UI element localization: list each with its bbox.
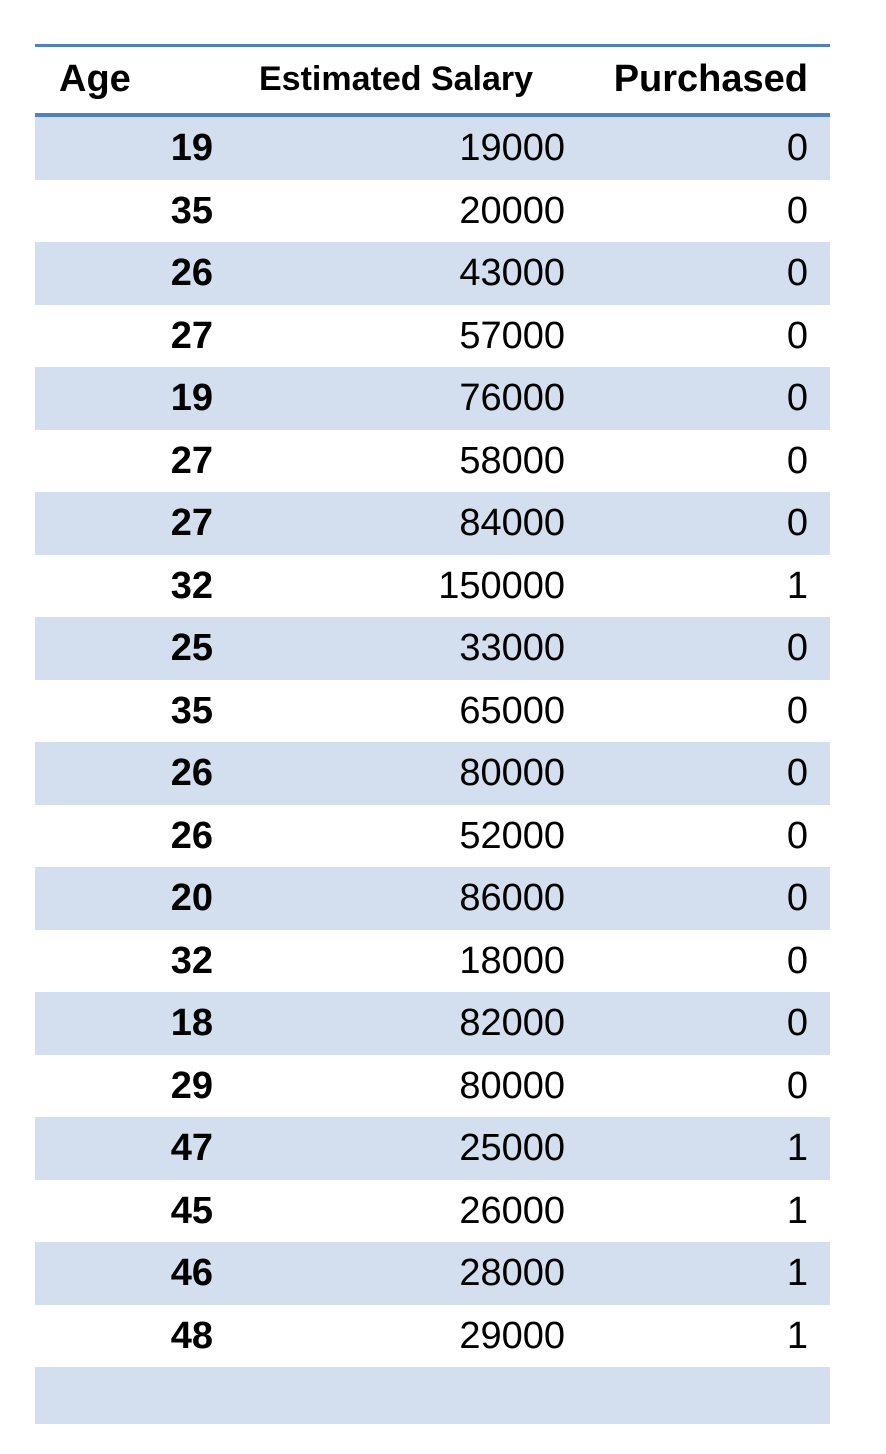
cell-estimated-salary: 25000: [459, 1127, 565, 1169]
header-estimated-salary: Estimated Salary: [259, 60, 534, 98]
table-row: [35, 242, 830, 305]
cell-purchased: 0: [786, 752, 808, 794]
cell-estimated-salary: 58000: [459, 439, 565, 482]
cell-age: 32: [170, 564, 213, 607]
table-body: [35, 117, 830, 1367]
cell-estimated-salary: 33000: [459, 627, 565, 669]
table-row: [35, 617, 830, 680]
cell-estimated-salary: 150000: [438, 564, 565, 607]
cell-purchased: 1: [786, 1314, 808, 1357]
cell-purchased: 1: [786, 1127, 808, 1169]
table-row: [35, 305, 830, 368]
cell-estimated-salary: 19000: [459, 127, 565, 169]
cell-age: 48: [170, 1314, 213, 1357]
cell-age: 27: [170, 314, 213, 357]
cell-estimated-salary: 52000: [459, 814, 565, 857]
cell-age: 29: [170, 1064, 213, 1107]
table-row: [35, 805, 830, 868]
cell-age: 26: [170, 752, 213, 794]
table-row: [35, 1180, 830, 1243]
cell-age: 35: [170, 189, 213, 232]
cell-age: 26: [170, 252, 213, 294]
cell-estimated-salary: 65000: [459, 689, 565, 732]
table-row: [35, 430, 830, 493]
table-row: [35, 492, 830, 555]
data-table: [35, 44, 830, 1424]
table-row: [35, 867, 830, 930]
cell-estimated-salary: 43000: [459, 252, 565, 294]
table-row: [35, 1305, 830, 1368]
cell-age: 25: [170, 627, 213, 669]
cell-estimated-salary: 82000: [459, 1002, 565, 1044]
cell-purchased: 0: [786, 939, 808, 982]
cell-purchased: 0: [786, 252, 808, 294]
cell-purchased: 0: [786, 689, 808, 732]
cell-purchased: 0: [786, 877, 808, 919]
cell-estimated-salary: 86000: [459, 877, 565, 919]
cell-estimated-salary: 29000: [459, 1314, 565, 1357]
cell-age: 32: [170, 939, 213, 982]
table-row: [35, 742, 830, 805]
table-row: [35, 555, 830, 618]
header-purchased: Purchased: [613, 58, 808, 100]
table-row: [35, 1242, 830, 1305]
cell-age: 27: [170, 502, 213, 544]
table-row: [35, 680, 830, 743]
table-row: [35, 930, 830, 993]
table-row: [35, 180, 830, 243]
cell-estimated-salary: 80000: [459, 752, 565, 794]
table-row: [35, 117, 830, 180]
cell-purchased: 0: [786, 502, 808, 544]
cell-age: 26: [170, 814, 213, 857]
table-empty-row: [35, 1367, 830, 1424]
cell-age: 46: [170, 1252, 213, 1294]
cell-purchased: 0: [786, 814, 808, 857]
table-row: [35, 1117, 830, 1180]
cell-age: 19: [170, 377, 213, 419]
cell-age: 19: [170, 127, 213, 169]
cell-estimated-salary: 26000: [459, 1189, 565, 1232]
table-header-row: [35, 47, 830, 117]
cell-estimated-salary: 76000: [459, 377, 565, 419]
cell-estimated-salary: 84000: [459, 502, 565, 544]
cell-purchased: 0: [786, 439, 808, 482]
table-row: [35, 1055, 830, 1118]
cell-purchased: 1: [786, 1252, 808, 1294]
cell-purchased: 0: [786, 377, 808, 419]
cell-age: 20: [170, 877, 213, 919]
cell-estimated-salary: 28000: [459, 1252, 565, 1294]
cell-estimated-salary: 20000: [459, 189, 565, 232]
cell-purchased: 0: [786, 127, 808, 169]
cell-estimated-salary: 57000: [459, 314, 565, 357]
cell-age: 47: [170, 1127, 213, 1169]
cell-age: 35: [170, 689, 213, 732]
cell-purchased: 0: [786, 1002, 808, 1044]
cell-purchased: 0: [786, 1064, 808, 1107]
cell-purchased: 0: [786, 189, 808, 232]
cell-age: 45: [170, 1189, 213, 1232]
cell-purchased: 1: [786, 1189, 808, 1232]
cell-purchased: 0: [786, 627, 808, 669]
table-row: [35, 992, 830, 1055]
cell-estimated-salary: 80000: [459, 1064, 565, 1107]
cell-age: 27: [170, 439, 213, 482]
cell-purchased: 0: [786, 314, 808, 357]
header-age: Age: [59, 58, 131, 100]
cell-purchased: 1: [786, 564, 808, 607]
table-row: [35, 367, 830, 430]
cell-age: 18: [170, 1002, 213, 1044]
cell-estimated-salary: 18000: [459, 939, 565, 982]
